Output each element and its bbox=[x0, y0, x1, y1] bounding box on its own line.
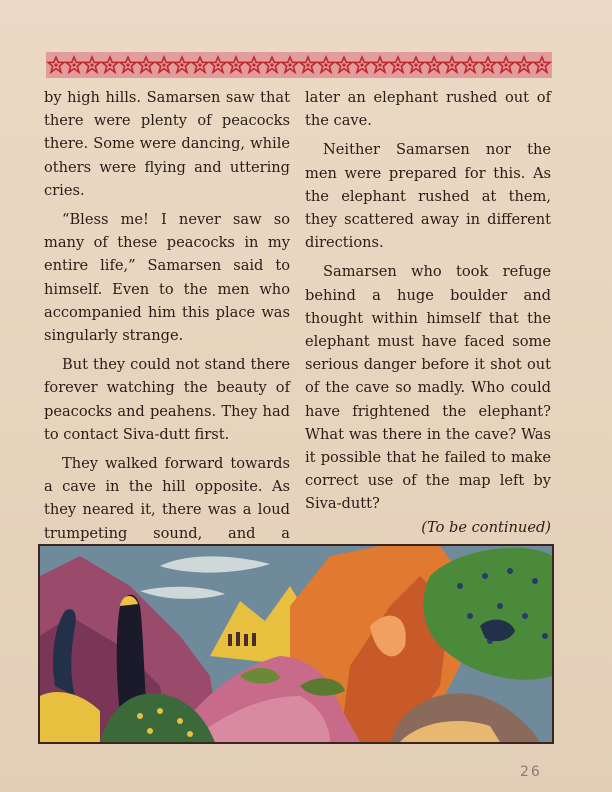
peacock-cave-illustration bbox=[38, 544, 554, 744]
right-text-column bbox=[305, 86, 551, 539]
left-text-column bbox=[44, 86, 290, 568]
to-be-continued: (To be continued) bbox=[421, 518, 551, 536]
star-border-icon bbox=[46, 52, 552, 78]
paragraph: later an elephant rushed out of the cave. bbox=[305, 89, 551, 130]
paragraph: Samarsen who took refuge behind a huge boulder and thought within himself that the elephant must have faced some serious danger before it shot out of the cave so madly. Who could have frightened the elephant? What was there in the cave? Was it possible that he failed to make correct use of the map left by Siva-dutt? bbox=[305, 263, 551, 513]
paragraph: “Bless me! I never saw so many of these peacocks in my entire life,” Samarsen said to himself. Even to the men who accompanied him this place was singularly strange. bbox=[44, 211, 290, 345]
paragraph: But they could not stand there forever watching the beauty of peacocks and peahens. They had to contact Siva-dutt first. bbox=[44, 356, 290, 443]
paragraph: Neither Samarsen nor the men were prepared for this. As the elephant rushed at them, they scattered away in different directions. bbox=[305, 141, 551, 252]
landscape-illustration-icon bbox=[40, 546, 552, 742]
paragraph: They walked forward towards a cave in the hill opposite. As they neared it, there was a loud trumpeting sound, and a bbox=[44, 455, 290, 542]
page-number: 26 bbox=[520, 764, 542, 780]
decorative-star-border bbox=[46, 52, 552, 78]
paragraph: by high hills. Samarsen saw that there were plenty of peacocks there. Some were dancing, while others were flying and uttering cries. bbox=[44, 89, 290, 199]
